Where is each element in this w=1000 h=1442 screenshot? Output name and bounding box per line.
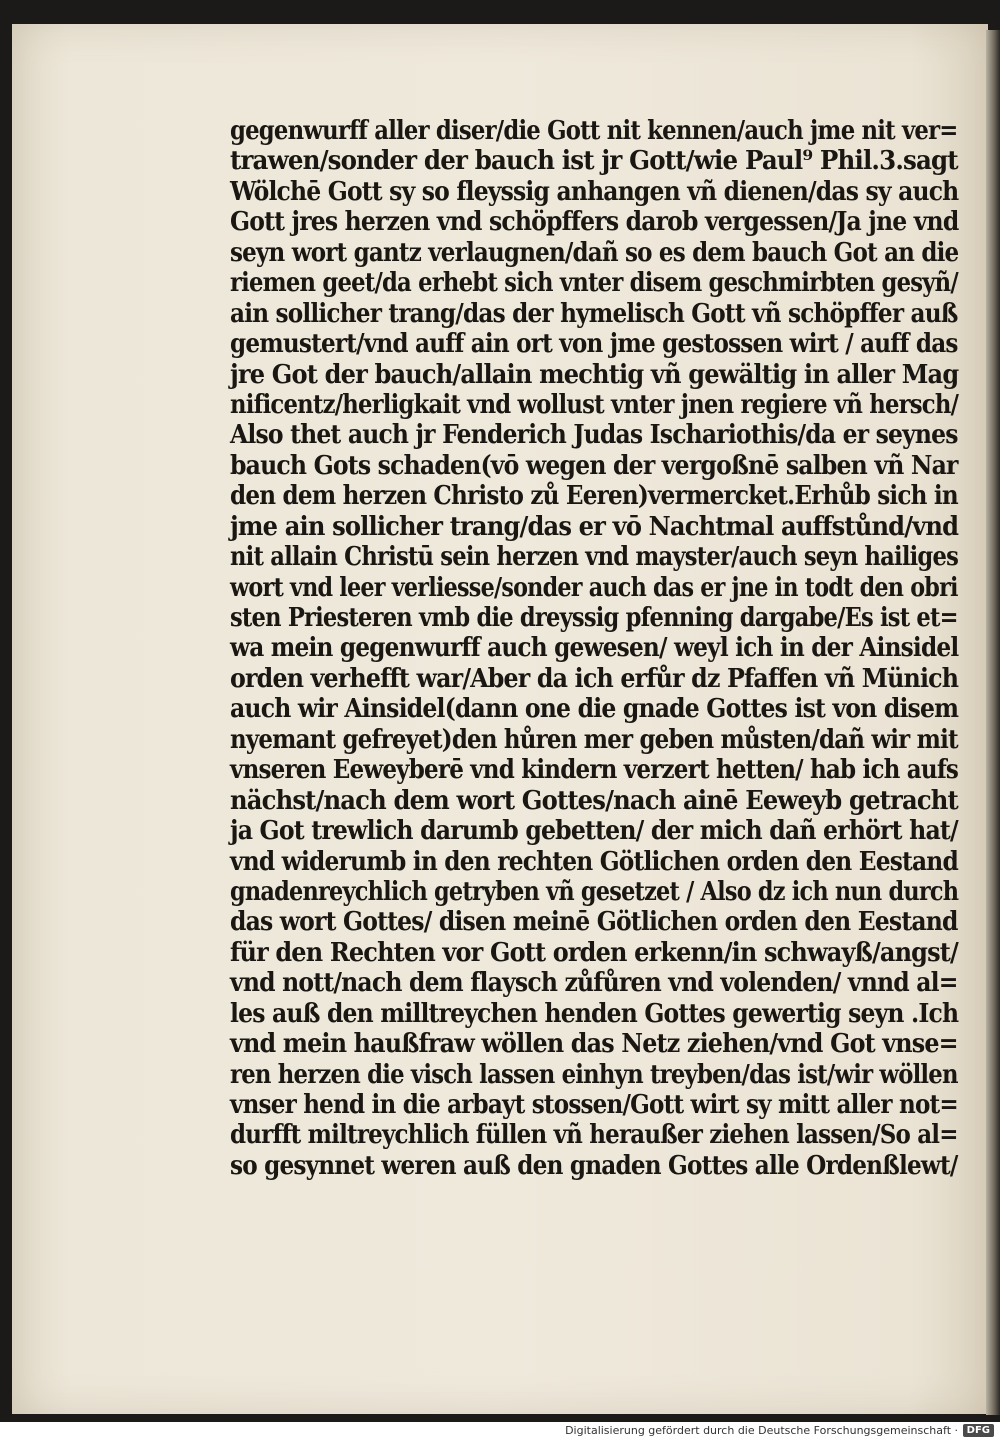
- text-line: Wölchē Gott sy so fleyssig anhangen vñ dienen/das sy auch: [230, 176, 959, 207]
- text-line: gegenwurff aller diser/die Gott nit kennen/auch jme nit ver=: [230, 116, 958, 146]
- text-line: vnd nott/nach dem flaysch zůfůren vnd volenden/ vnnd al=: [230, 968, 958, 999]
- text-line: vnd mein haußfraw wöllen das Netz ziehen/vnd Got vnse=: [230, 1029, 958, 1060]
- text-line: gemustert/vnd auff ain ort von jme gestossen wirt / auff das: [230, 329, 958, 360]
- text-line: ren herzen die visch lassen einhyn treyben/das ist/wir wöllen: [230, 1059, 958, 1090]
- text-line: so gesynnet weren auß den gnaden Gottes alle Ordenßlewt/: [230, 1150, 958, 1181]
- text-line: ain sollicher trang/das der hymelisch Gott vñ schöpffer auß: [230, 298, 958, 329]
- footer-credit: Digitalisierung gefördert durch die Deutsche Forschungsgemeinschaft ·: [565, 1424, 958, 1437]
- text-line: nächst/nach dem wort Gottes/nach ainē Eeweyb getracht: [230, 785, 958, 816]
- text-line: wort vnd leer verliesse/sonder auch das er jne in todt den obri: [230, 572, 958, 603]
- text-line: für den Rechten vor Gott orden erkenn/in schwayß/angst/: [230, 937, 958, 968]
- text-line: gnadenreychlich getryben vñ gesetzet / Also dz ich nun durch: [230, 876, 959, 907]
- text-line: ja Got trewlich darumb gebetten/ der mich dañ erhört hat/: [230, 816, 958, 847]
- text-line: wa mein gegenwurff auch gewesen/ weyl ich in der Ainsidel: [230, 633, 959, 664]
- text-line: jre Got der bauch/allain mechtig vñ gewältig in aller Mag: [230, 359, 959, 390]
- page-edge-shadow: [986, 30, 1000, 1415]
- scanned-page: [12, 24, 988, 1414]
- footer-bar: [0, 1422, 1000, 1442]
- text-line: vnseren Eeweyberē vnd kindern verzert hetten/ hab ich aufs: [230, 755, 959, 786]
- text-line: vnser hend in die arbayt stossen/Gott wirt sy mitt aller not=: [230, 1090, 958, 1120]
- text-line: Also thet auch jr Fenderich Judas Ischariothis/da er seynes: [230, 420, 958, 451]
- text-line: les auß den milltreychen henden Gottes gewertig seyn .Ich: [230, 998, 959, 1029]
- text-line: Gott jres herzen vnd schöpffers darob vergessen/Ja jne vnd: [230, 207, 959, 238]
- text-line: nyemant gefreyet)den hůren mer geben můsten/dañ wir mit: [230, 724, 958, 755]
- text-line: nit allain Christū sein herzen vnd mayster/auch seyn hailiges: [230, 542, 959, 573]
- text-line: vnd widerumb in den rechten Götlichen orden den Eestand: [230, 846, 958, 877]
- page-text-block: [230, 116, 970, 1181]
- dfg-logo: DFG: [963, 1424, 994, 1437]
- text-line: sten Priesteren vmb die dreyssig pfenning dargabe/Es ist et=: [230, 603, 958, 633]
- text-line: riemen geet/da erhebt sich vnter disem geschmirbten gesyñ/: [230, 268, 958, 299]
- text-line: nificentz/herligkait vnd wollust vnter jnen regiere vñ hersch/: [230, 389, 959, 420]
- text-line: durfft miltreychlich füllen vñ heraußer ziehen lassen/So al=: [230, 1120, 958, 1151]
- text-line: orden verhefft war/Aber da ich erfůr dz Pfaffen vñ Münich: [230, 663, 959, 694]
- text-line: das wort Gottes/ disen meinē Götlichen orden den Eestand: [230, 907, 958, 938]
- text-line: bauch Gots schaden(vō wegen der vergoßnē salben vñ Nar: [230, 450, 958, 481]
- text-line: den dem herzen Christo zů Eeren)vermercket.Erhůb sich in: [230, 481, 958, 512]
- text-line: auch wir Ainsidel(dann one die gnade Gottes ist von disem: [230, 694, 959, 725]
- text-line: jme ain sollicher trang/das er vō Nachtmal auffstůnd/vnd: [230, 511, 959, 542]
- text-line: trawen/sonder der bauch ist jr Gott/wie Paul⁹ Phil.3.sagt: [230, 146, 958, 177]
- text-line: seyn wort gantz verlaugnen/dañ so es dem bauch Got an die: [230, 237, 959, 268]
